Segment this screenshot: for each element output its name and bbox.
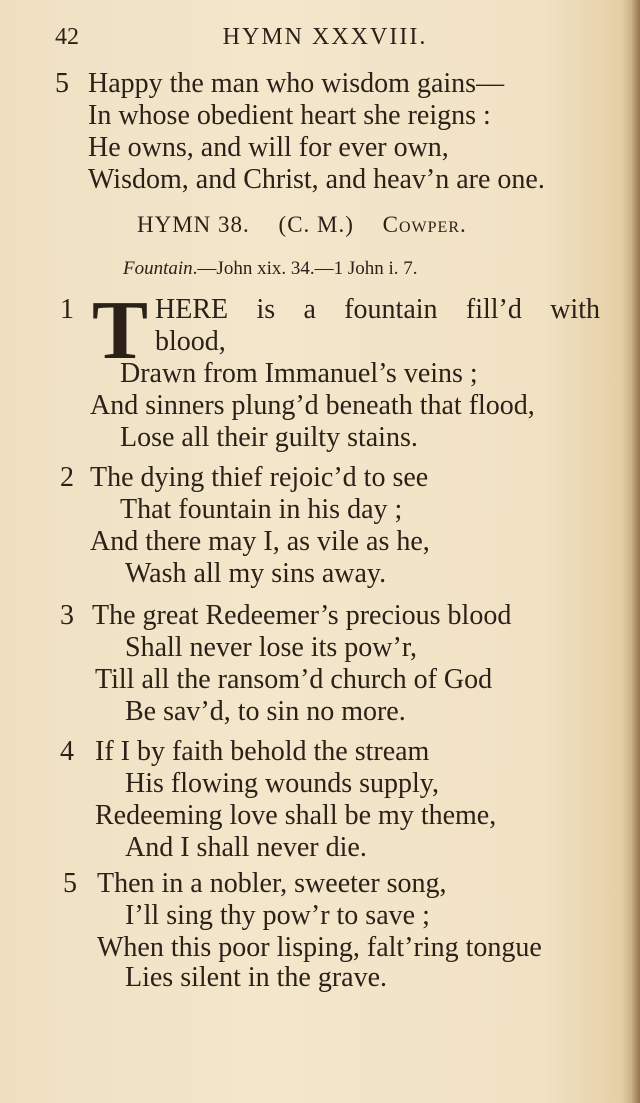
running-title: HYMN XXXVIII. [222,24,428,50]
verse-line: He owns, and will for ever own, [88,132,449,163]
stanza-number: 3 [60,600,74,631]
page-header [55,22,595,58]
verse-line: And I shall never die. [125,832,367,863]
drop-cap: T [92,284,149,377]
verse-line: And there may I, as vile as he, [90,526,430,557]
verse-line: Happy the man who wisdom gains— [88,68,505,99]
verse-line: Wisdom, and Christ, and heav’n are one. [88,164,545,195]
verse-line: That fountain in his day ; [120,494,403,525]
verse-line: If I by faith behold the stream [95,736,430,767]
scripture-line [123,258,418,280]
verse-line: Drawn from Immanuel’s veins ; [120,358,478,389]
verse-line: Lose all their guilty stains. [120,422,418,453]
verse-line: His flowing wounds supply, [125,768,439,799]
verse-line: The great Redeemer’s precious blood [92,600,512,631]
verse-line: blood, [155,326,226,357]
hymn-title: HYMN 38. [137,212,250,237]
verse-line: Till all the ransom’d church of God [95,664,493,695]
verse-line: And sinners plung’d beneath that flood, [90,390,535,421]
verse-line: Shall never lose its pow’r, [125,632,418,663]
verse-line: When this poor lisping, falt’ring tongue [97,932,542,963]
hymn-meter: (C. M.) [278,212,354,237]
page-edge [632,0,640,1103]
verse-line: Wash all my sins away. [125,558,387,589]
stanza-number: 1 [60,294,74,325]
verse-line: Then in a nobler, sweeter song, [97,868,447,899]
verse-line: I’ll sing thy pow’r to save ; [125,900,430,931]
verse-line: The dying thief rejoic’d to see [90,462,429,493]
verse-line: HERE is a fountain fill’d with [155,294,600,325]
scripture-refs: .—John xix. 34.—1 John i. 7. [192,258,418,279]
stanza-number: 5 [55,68,69,99]
verse-line: In whose obedient heart she reigns : [88,100,491,131]
verse-line: Lies silent in the grave. [125,962,388,993]
page-number: 42 [55,24,79,50]
stanza-number: 2 [60,462,74,493]
hymn-author: Cowper. [382,212,467,237]
scripture-topic: Fountain [123,258,193,279]
hymn-heading [137,212,467,238]
stanza-number: 4 [60,736,74,767]
stanza-number: 5 [63,868,77,899]
verse-line: Be sav’d, to sin no more. [125,696,406,727]
verse-line: Redeeming love shall be my theme, [95,800,497,831]
